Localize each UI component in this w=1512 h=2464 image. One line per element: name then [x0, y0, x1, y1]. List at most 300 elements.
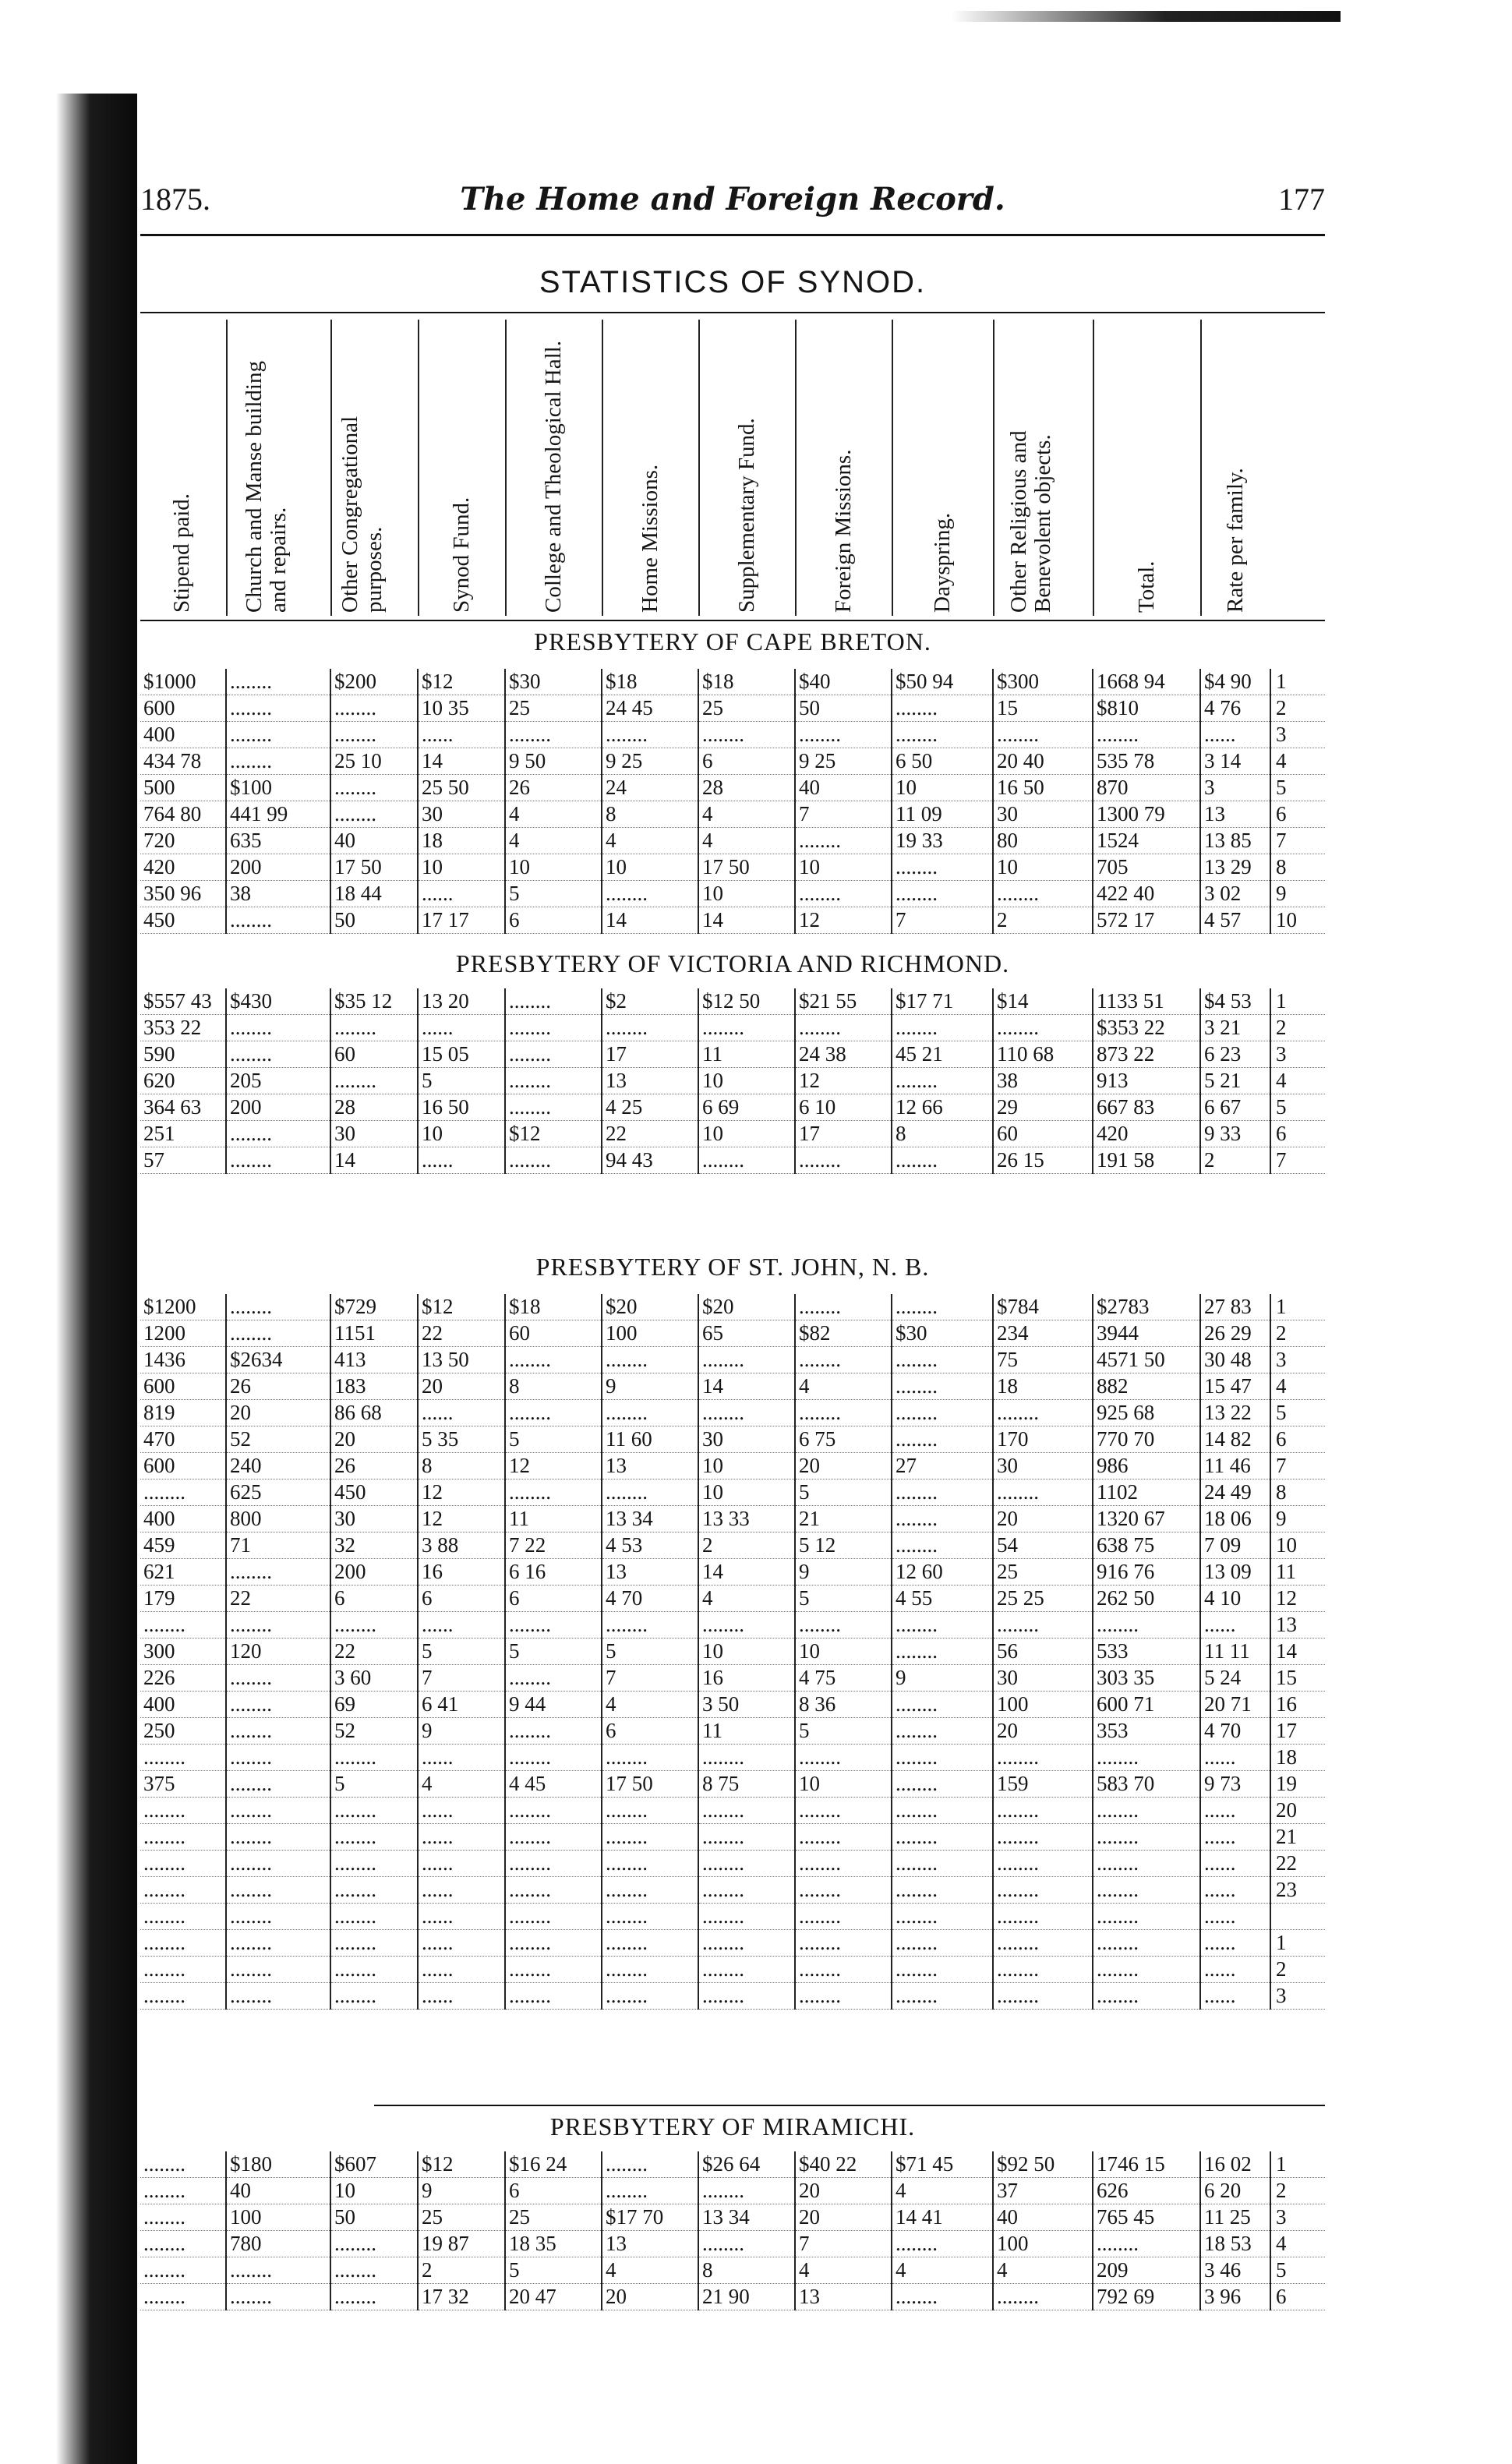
table-cell: 25 [505, 695, 602, 722]
table-cell: ........ [140, 1798, 226, 1824]
table-cell: 4 57 [1200, 907, 1270, 934]
table-row [140, 1479, 1325, 1506]
table-cell: 533 [1093, 1639, 1200, 1665]
table-cell: 620 [140, 1068, 226, 1094]
table-cell: 15 [993, 695, 1093, 722]
table-cell: 583 70 [1093, 1771, 1200, 1798]
row-number: 13 [1270, 1612, 1325, 1639]
table-cell: ...... [418, 1400, 505, 1426]
table-cell: 3 21 [1200, 1015, 1270, 1041]
table-cell: ........ [993, 1612, 1093, 1639]
table-cell: 27 [892, 1453, 993, 1479]
table-cell: ........ [226, 748, 330, 775]
table-cell: 9 [795, 1559, 892, 1586]
table-cell: ........ [505, 1479, 602, 1506]
table-cell: ........ [226, 1559, 330, 1586]
table-cell: ........ [602, 1904, 698, 1930]
table-cell: ........ [698, 2231, 795, 2257]
table-cell: ........ [140, 1904, 226, 1930]
table-cell: 3 60 [330, 1665, 418, 1692]
table-row [140, 1957, 1325, 1983]
table-cell: 18 [418, 828, 505, 854]
table-row [140, 2151, 1325, 2178]
table-cell: ........ [795, 828, 892, 854]
table-cell: 4 [505, 801, 602, 828]
table-cell: 13 34 [698, 2204, 795, 2231]
header-bottom-rule [140, 620, 1325, 621]
table-cell: ........ [993, 1983, 1093, 2010]
table-cell: 24 38 [795, 1041, 892, 1068]
table-cell: 14 [698, 1373, 795, 1400]
table-cell: ...... [1200, 722, 1270, 748]
table-cell: ........ [892, 1745, 993, 1771]
table-cell: ........ [1093, 1904, 1200, 1930]
table-cell: ........ [698, 1930, 795, 1957]
row-number: 4 [1270, 1373, 1325, 1400]
table-cell: 7 09 [1200, 1532, 1270, 1559]
table-cell: 19 87 [418, 2231, 505, 2257]
table-cell: ........ [698, 1798, 795, 1824]
table-cell: 1300 79 [1093, 801, 1200, 828]
table-row [140, 695, 1325, 722]
table-cell: 434 78 [140, 748, 226, 775]
table-cell: ........ [1093, 1930, 1200, 1957]
table-miramichi [140, 2151, 1325, 2310]
table-cell: 26 29 [1200, 1320, 1270, 1347]
table-cell: ........ [505, 1798, 602, 1824]
column-header-label: Other Religious and Benevolent objects. [1006, 430, 1055, 613]
table-row [140, 1665, 1325, 1692]
table-cell: 8 [418, 1453, 505, 1479]
table-cell: 24 49 [1200, 1479, 1270, 1506]
table-row [140, 1586, 1325, 1612]
row-number: 15 [1270, 1665, 1325, 1692]
table-cell: 9 25 [795, 748, 892, 775]
table-row [140, 2257, 1325, 2284]
table-cell: 7 22 [505, 1532, 602, 1559]
table-cell: 191 58 [1093, 1147, 1200, 1174]
table-row [140, 1041, 1325, 1068]
table-cell: ........ [140, 2204, 226, 2231]
table-cell: ........ [892, 1824, 993, 1851]
table-cell: $180 [226, 2151, 330, 2178]
row-number: 18 [1270, 1745, 1325, 1771]
table-cell: ........ [226, 1612, 330, 1639]
table-cell: 5 [795, 1479, 892, 1506]
table-cell: ........ [993, 1745, 1093, 1771]
table-title: STATISTICS OF SYNOD. [539, 265, 927, 299]
table-cell: ........ [698, 1147, 795, 1174]
table-cell: 25 [698, 695, 795, 722]
table-cell: 10 [698, 1479, 795, 1506]
table-cell: ........ [795, 722, 892, 748]
row-number: 12 [1270, 1586, 1325, 1612]
table-cell: ........ [892, 881, 993, 907]
table-cell: 4 [602, 1692, 698, 1718]
table-cell: $557 43 [140, 988, 226, 1015]
table-cell: ........ [1093, 1745, 1200, 1771]
table-cell: $40 [795, 669, 892, 695]
table-cell: 110 68 [993, 1041, 1093, 1068]
table-cell: ........ [892, 1639, 993, 1665]
table-cell: ........ [330, 2257, 418, 2284]
table-row [140, 1798, 1325, 1824]
table-cell: $12 [418, 2151, 505, 2178]
table-cell: 9 25 [602, 748, 698, 775]
table-cell: 6 20 [1200, 2178, 1270, 2204]
table-cell: ........ [1093, 722, 1200, 748]
table-victoria-richmond [140, 988, 1325, 1174]
table-cell: ........ [892, 695, 993, 722]
table-cell: 6 [505, 2178, 602, 2204]
table-cell: ...... [1200, 1851, 1270, 1877]
column-header [892, 320, 994, 616]
table-cell: 60 [993, 1121, 1093, 1147]
table-cell: 200 [226, 1094, 330, 1121]
table-st-john [140, 1294, 1325, 2010]
table-cell: 600 71 [1093, 1692, 1200, 1718]
table-cell: 14 [698, 1559, 795, 1586]
table-cell: ........ [698, 1877, 795, 1904]
table-cell: 400 [140, 1506, 226, 1532]
table-cell: ........ [602, 722, 698, 748]
row-number: 17 [1270, 1718, 1325, 1745]
table-cell: 6 67 [1200, 1094, 1270, 1121]
table-cell: 11 25 [1200, 2204, 1270, 2231]
table-row [140, 828, 1325, 854]
table-cell: 17 32 [418, 2284, 505, 2310]
table-cell: $300 [993, 669, 1093, 695]
table-cell: 4 [505, 828, 602, 854]
table-cell: 57 [140, 1147, 226, 1174]
table-cell: 11 [698, 1718, 795, 1745]
table-cell: 6 41 [418, 1692, 505, 1718]
table-cell: ...... [418, 722, 505, 748]
table-cell: $17 71 [892, 988, 993, 1015]
row-number: 2 [1270, 695, 1325, 722]
table-cell: $810 [1093, 695, 1200, 722]
table-cell: ........ [698, 1015, 795, 1041]
table-cell: 4 [602, 2257, 698, 2284]
table-row [140, 2204, 1325, 2231]
table-cell: 18 53 [1200, 2231, 1270, 2257]
table-cell: 13 09 [1200, 1559, 1270, 1586]
table-cell: 40 [226, 2178, 330, 2204]
table-cell: 205 [226, 1068, 330, 1094]
table-cell: 765 45 [1093, 2204, 1200, 2231]
table-cell: $40 22 [795, 2151, 892, 2178]
row-number: 3 [1270, 1983, 1325, 2010]
row-number: 2 [1270, 1320, 1325, 1347]
table-cell: 6 [505, 907, 602, 934]
table-cell: 5 12 [795, 1532, 892, 1559]
table-cell: ........ [602, 1957, 698, 1983]
table-cell: 6 23 [1200, 1041, 1270, 1068]
table-cell: 200 [226, 854, 330, 881]
table-cell: 10 [795, 854, 892, 881]
table-cell: ........ [993, 1015, 1093, 1041]
table-cell: 20 [602, 2284, 698, 2310]
row-number: 3 [1270, 2204, 1325, 2231]
row-number [1270, 1904, 1325, 1930]
table-cell: 300 [140, 1639, 226, 1665]
table-cell: ........ [1093, 1877, 1200, 1904]
table-cell: 20 [795, 2204, 892, 2231]
table-cell: 19 33 [892, 828, 993, 854]
table-cell: 14 41 [892, 2204, 993, 2231]
table-cell: 1524 [1093, 828, 1200, 854]
table-cell: 10 [698, 1639, 795, 1665]
table-row [140, 2178, 1325, 2204]
table-cell: ........ [226, 1015, 330, 1041]
table-row [140, 1015, 1325, 1041]
table-cell: 100 [226, 2204, 330, 2231]
table-cell: 30 [330, 1121, 418, 1147]
table-cell: ........ [602, 1015, 698, 1041]
table-cell: ........ [892, 1347, 993, 1373]
table-cell: 13 22 [1200, 1400, 1270, 1426]
title-rule [140, 312, 1325, 313]
table-cell: 4571 50 [1093, 1347, 1200, 1373]
table-cell: 38 [993, 1068, 1093, 1094]
table-cell: 2 [698, 1532, 795, 1559]
table-cell: $784 [993, 1294, 1093, 1320]
table-row [140, 1347, 1325, 1373]
table-cell: ........ [140, 2257, 226, 2284]
table-cell: 45 21 [892, 1041, 993, 1068]
table-cell: ........ [698, 1745, 795, 1771]
table-cell: ........ [892, 2231, 993, 2257]
table-cell: ........ [795, 1147, 892, 1174]
table-cell: ........ [892, 1506, 993, 1532]
table-cell: 1320 67 [1093, 1506, 1200, 1532]
row-number: 19 [1270, 1771, 1325, 1798]
table-cell: 420 [140, 854, 226, 881]
table-cell: 12 [418, 1506, 505, 1532]
table-row [140, 854, 1325, 881]
table-cell: 3 46 [1200, 2257, 1270, 2284]
table-cell: ........ [602, 2178, 698, 2204]
table-cell: ........ [226, 1320, 330, 1347]
table-row [140, 1373, 1325, 1400]
table-cell: ........ [892, 1771, 993, 1798]
table-cell: $2 [602, 988, 698, 1015]
table-cell: ........ [602, 1479, 698, 1506]
table-cell: ........ [140, 1930, 226, 1957]
table-cell: 4 [698, 828, 795, 854]
table-cell: 10 [993, 854, 1093, 881]
table-cell: 3 14 [1200, 748, 1270, 775]
table-cell: ...... [418, 1147, 505, 1174]
table-cell: ........ [1093, 1798, 1200, 1824]
table-cell: 30 [330, 1506, 418, 1532]
table-cell: 9 73 [1200, 1771, 1270, 1798]
table-cell: $4 90 [1200, 669, 1270, 695]
table-cell: $430 [226, 988, 330, 1015]
table-cell: ........ [140, 1612, 226, 1639]
table-cell: ........ [795, 1612, 892, 1639]
table-cell: ........ [226, 1798, 330, 1824]
table-cell: 14 [330, 1147, 418, 1174]
column-header [226, 320, 332, 616]
table-row [140, 1930, 1325, 1957]
table-cell: ........ [795, 1877, 892, 1904]
table-cell: ........ [698, 1983, 795, 2010]
table-cell: 3944 [1093, 1320, 1200, 1347]
table-cell: ........ [226, 1851, 330, 1877]
table-cell: $12 [418, 669, 505, 695]
table-cell: 13 34 [602, 1506, 698, 1532]
table-cell: $26 64 [698, 2151, 795, 2178]
table-cell: 5 21 [1200, 1068, 1270, 1094]
table-cell: ........ [140, 2231, 226, 2257]
row-number: 1 [1270, 2151, 1325, 2178]
table-cell: 159 [993, 1771, 1093, 1798]
table-cell: 882 [1093, 1373, 1200, 1400]
row-number: 1 [1270, 1294, 1325, 1320]
table-cell: ........ [505, 1745, 602, 1771]
table-cell: 5 [418, 1068, 505, 1094]
table-cell: ........ [892, 1983, 993, 2010]
table-cell: 30 48 [1200, 1347, 1270, 1373]
table-cell: $16 24 [505, 2151, 602, 2178]
table-cell: 100 [602, 1320, 698, 1347]
row-number: 2 [1270, 1015, 1325, 1041]
page-header [140, 181, 1325, 220]
table-cell: 2 [418, 2257, 505, 2284]
column-header-label: Synod Fund. [449, 497, 474, 613]
table-cell: ........ [330, 1957, 418, 1983]
table-cell: 375 [140, 1771, 226, 1798]
table-cell: 925 68 [1093, 1400, 1200, 1426]
row-number: 1 [1270, 669, 1325, 695]
table-cell: ........ [1093, 1957, 1200, 1983]
table-cell: 353 [1093, 1718, 1200, 1745]
table-cell: ........ [1093, 2231, 1200, 2257]
table-row [140, 1294, 1325, 1320]
table-cell: 11 60 [602, 1426, 698, 1453]
table-cell: ........ [505, 1612, 602, 1639]
header-page-number: 177 [1278, 182, 1325, 217]
section-divider [374, 2105, 1325, 2106]
table-cell: 535 78 [1093, 748, 1200, 775]
table-cell: 56 [993, 1639, 1093, 1665]
table-cell: 22 [418, 1320, 505, 1347]
table-cell: 4 75 [795, 1665, 892, 1692]
table-cell: 10 [698, 881, 795, 907]
table-cell: 6 [418, 1586, 505, 1612]
table-cell: 16 [698, 1665, 795, 1692]
table-cell: 5 [330, 1771, 418, 1798]
row-number: 6 [1270, 1121, 1325, 1147]
table-cell: ........ [698, 1904, 795, 1930]
table-cell: 27 83 [1200, 1294, 1270, 1320]
table-cell: 3 88 [418, 1532, 505, 1559]
table-cell: 16 [418, 1559, 505, 1586]
table-cell: 13 [1200, 801, 1270, 828]
table-cell: 14 82 [1200, 1426, 1270, 1453]
table-cell: $14 [993, 988, 1093, 1015]
table-cell: ........ [226, 1147, 330, 1174]
row-number: 21 [1270, 1824, 1325, 1851]
table-cell: 1151 [330, 1320, 418, 1347]
table-row [140, 1400, 1325, 1426]
table-cell: ........ [698, 1612, 795, 1639]
table-cell: 100 [993, 1692, 1093, 1718]
table-cell: 4 [795, 1373, 892, 1400]
table-cell: 6 50 [892, 748, 993, 775]
table-cell: ........ [795, 1400, 892, 1426]
row-number: 6 [1270, 1426, 1325, 1453]
table-cell: ........ [698, 1400, 795, 1426]
table-cell: ........ [795, 1957, 892, 1983]
table-cell: ........ [226, 1718, 330, 1745]
table-cell: 13 33 [698, 1506, 795, 1532]
table-cell: 6 16 [505, 1559, 602, 1586]
table-cell: 12 60 [892, 1559, 993, 1586]
column-header-label: Total. [1134, 560, 1159, 613]
table-cell: $17 70 [602, 2204, 698, 2231]
table-cell: 75 [993, 1347, 1093, 1373]
table-cell: 10 [602, 854, 698, 881]
scan-edge-mark [951, 11, 1341, 22]
table-cell: 13 29 [1200, 854, 1270, 881]
table-cell: 450 [140, 907, 226, 934]
table-cell: 251 [140, 1121, 226, 1147]
table-cell: $4 53 [1200, 988, 1270, 1015]
table-cell: ........ [892, 854, 993, 881]
table-cell: 873 22 [1093, 1041, 1200, 1068]
table-row [140, 1320, 1325, 1347]
table-cell: 15 05 [418, 1041, 505, 1068]
table-cell: 16 50 [993, 775, 1093, 801]
table-cell: ........ [602, 1612, 698, 1639]
table-cell: 11 09 [892, 801, 993, 828]
page-binding-shadow [56, 94, 137, 2464]
table-row [140, 1877, 1325, 1904]
table-cell: ........ [140, 1877, 226, 1904]
table-cell: ........ [226, 722, 330, 748]
row-number: 5 [1270, 1094, 1325, 1121]
table-cell: $2634 [226, 1347, 330, 1373]
table-cell: ........ [226, 907, 330, 934]
table-cell: 13 [602, 1453, 698, 1479]
table-cell: 350 96 [140, 881, 226, 907]
table-cell: 441 99 [226, 801, 330, 828]
column-header [1093, 320, 1202, 616]
table-cell: 50 [330, 2204, 418, 2231]
table-cell: 9 44 [505, 1692, 602, 1718]
table-cell: $50 94 [892, 669, 993, 695]
table-cell: 413 [330, 1347, 418, 1373]
table-cell: ........ [993, 1798, 1093, 1824]
table-cell: ........ [795, 881, 892, 907]
table-cell: 420 [1093, 1121, 1200, 1147]
table-cell: 71 [226, 1532, 330, 1559]
column-header [602, 320, 700, 616]
table-cell: 15 47 [1200, 1373, 1270, 1400]
table-cell: ........ [892, 1851, 993, 1877]
table-cell: ........ [892, 1373, 993, 1400]
table-cell: ........ [330, 1930, 418, 1957]
column-header-label: Home Missions. [638, 464, 662, 613]
table-cell: ........ [226, 695, 330, 722]
table-cell: ........ [795, 1745, 892, 1771]
table-cell: 3 50 [698, 1692, 795, 1718]
table-cell: 40 [795, 775, 892, 801]
table-cell: 8 36 [795, 1692, 892, 1718]
table-cell: 6 [602, 1718, 698, 1745]
